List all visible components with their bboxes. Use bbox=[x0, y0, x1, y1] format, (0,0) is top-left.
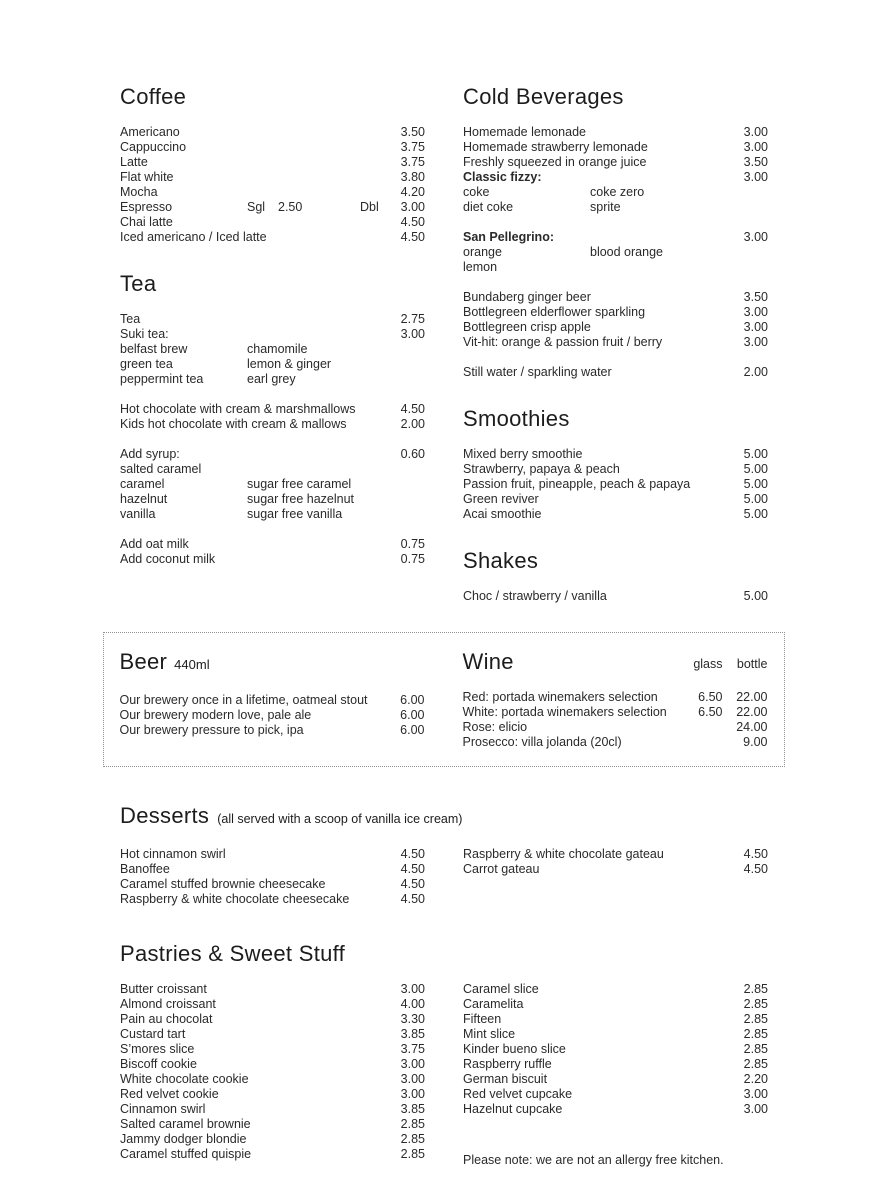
wine-glass-column-label: glass bbox=[693, 657, 723, 671]
section-pastries bbox=[120, 941, 768, 1167]
item-name: Bottlegreen crisp apple bbox=[463, 320, 591, 334]
menu-row bbox=[120, 1042, 425, 1057]
item-price: 3.00 bbox=[743, 320, 768, 334]
item-name: Mocha bbox=[120, 185, 158, 199]
item-price: 3.85 bbox=[400, 1102, 425, 1116]
item-name: Latte bbox=[120, 155, 148, 169]
menu-row bbox=[463, 260, 768, 275]
menu-row bbox=[120, 155, 425, 170]
syrup-items bbox=[120, 447, 425, 522]
item-name: Mint slice bbox=[463, 1027, 516, 1041]
item-price: 3.75 bbox=[400, 155, 425, 169]
item-price: 4.50 bbox=[743, 862, 768, 876]
item-name: Red velvet cookie bbox=[120, 1087, 219, 1101]
menu-row bbox=[120, 1072, 425, 1087]
item-name: Iced americano / Iced latte bbox=[120, 230, 267, 244]
menu-row bbox=[120, 125, 425, 140]
item-name: Rose: elicio bbox=[462, 720, 528, 734]
item-name: Our brewery pressure to pick, ipa bbox=[119, 723, 304, 737]
item-price: 3.00 bbox=[743, 230, 768, 244]
item-price: 2.75 bbox=[400, 312, 425, 326]
item-price: 4.50 bbox=[400, 862, 425, 876]
item-name: Hot chocolate with cream & marshmallows bbox=[120, 402, 356, 416]
cold-beverages-title: Cold Beverages bbox=[463, 84, 624, 109]
menu-row bbox=[120, 693, 425, 708]
wine-header bbox=[463, 649, 768, 675]
section-coffee bbox=[120, 84, 425, 245]
menu-row bbox=[463, 1072, 768, 1087]
item-name: Red velvet cupcake bbox=[463, 1087, 573, 1101]
item-price: 4.50 bbox=[743, 847, 768, 861]
desserts-right bbox=[463, 847, 768, 907]
menu-row bbox=[120, 447, 425, 462]
item-price: 5.00 bbox=[743, 507, 768, 521]
menu-row bbox=[120, 215, 425, 230]
menu-row bbox=[463, 997, 768, 1012]
item-name: vanilla bbox=[120, 507, 156, 521]
item-price: 0.75 bbox=[400, 537, 425, 551]
menu-row bbox=[463, 1102, 768, 1117]
desserts-title-text: Desserts bbox=[120, 803, 210, 828]
menu-row bbox=[120, 708, 425, 723]
menu-row bbox=[463, 492, 768, 507]
menu-row bbox=[120, 1102, 425, 1117]
item-price: 3.00 bbox=[400, 1072, 425, 1086]
item-price: 3.00 bbox=[400, 1087, 425, 1101]
item-price: 2.85 bbox=[743, 982, 768, 996]
menu-row bbox=[463, 720, 768, 735]
tea-items bbox=[120, 312, 425, 387]
item-price: 24.00 bbox=[736, 720, 768, 734]
menu-row bbox=[120, 230, 425, 245]
item-price: 4.50 bbox=[400, 892, 425, 906]
item-name: Pain au chocolat bbox=[120, 1012, 213, 1026]
item-price: 3.00 bbox=[743, 125, 768, 139]
item-name: Caramel stuffed quispie bbox=[120, 1147, 252, 1161]
menu-row bbox=[463, 170, 768, 185]
item-name: salted caramel bbox=[120, 462, 202, 476]
size-label-double: Dbl bbox=[360, 200, 379, 214]
menu-row bbox=[463, 335, 768, 350]
dessert-items-left bbox=[120, 847, 425, 907]
menu-row bbox=[120, 1012, 425, 1027]
item-name: belfast brew bbox=[120, 342, 188, 356]
pastries-columns bbox=[120, 982, 768, 1167]
item-name: Add coconut milk bbox=[120, 552, 216, 566]
glass-price: 6.50 bbox=[698, 705, 723, 719]
menu-row bbox=[120, 997, 425, 1012]
menu-row bbox=[463, 230, 768, 245]
coffee-title: Coffee bbox=[120, 84, 187, 109]
item-name: Choc / strawberry / vanilla bbox=[463, 589, 607, 603]
item-name: Chai latte bbox=[120, 215, 173, 229]
size-price-single: 2.50 bbox=[278, 200, 303, 214]
item-price: 3.00 bbox=[743, 305, 768, 319]
menu-row bbox=[463, 365, 768, 380]
menu-row bbox=[120, 552, 425, 567]
menu-row bbox=[463, 290, 768, 305]
item-price: 3.50 bbox=[743, 155, 768, 169]
item-variant: chamomile bbox=[247, 342, 308, 356]
menu-row bbox=[120, 477, 425, 492]
item-price: 3.85 bbox=[400, 1027, 425, 1041]
item-name: Cinnamon swirl bbox=[120, 1102, 206, 1116]
bottled-items bbox=[463, 290, 768, 350]
item-name: Still water / sparkling water bbox=[463, 365, 612, 379]
section-cold-beverages bbox=[463, 84, 768, 380]
pastries-left bbox=[120, 982, 425, 1167]
shake-items bbox=[463, 589, 768, 604]
menu-row bbox=[120, 342, 425, 357]
item-name: Bundaberg ginger beer bbox=[463, 290, 591, 304]
smoothies-title: Smoothies bbox=[463, 406, 570, 431]
item-name: Green reviver bbox=[463, 492, 539, 506]
wine-column bbox=[463, 649, 768, 750]
glass-price: 6.50 bbox=[698, 690, 723, 704]
item-variant: blood orange bbox=[590, 245, 663, 259]
pastries-title: Pastries & Sweet Stuff bbox=[120, 941, 346, 966]
item-name: Add syrup: bbox=[120, 447, 180, 461]
menu-row bbox=[120, 140, 425, 155]
menu-row bbox=[120, 1027, 425, 1042]
item-name: Our brewery modern love, pale ale bbox=[119, 708, 312, 722]
item-name: Americano bbox=[120, 125, 180, 139]
menu-row bbox=[120, 1132, 425, 1147]
menu-row bbox=[120, 537, 425, 552]
item-price: 4.50 bbox=[400, 215, 425, 229]
item-price: 2.85 bbox=[400, 1147, 425, 1161]
menu-row bbox=[463, 477, 768, 492]
item-name: Raspberry & white chocolate cheesecake bbox=[120, 892, 350, 906]
menu-row bbox=[463, 589, 768, 604]
left-column bbox=[120, 84, 425, 604]
tea-title: Tea bbox=[120, 271, 157, 296]
menu-row bbox=[463, 245, 768, 260]
menu-row bbox=[120, 1087, 425, 1102]
allergy-note: Please note: we are not an allergy free kitchen. bbox=[463, 1153, 724, 1167]
menu-row bbox=[120, 200, 425, 215]
menu-row bbox=[120, 1117, 425, 1132]
menu-row bbox=[120, 185, 425, 200]
menu-row bbox=[120, 892, 425, 907]
milk-items bbox=[120, 537, 425, 567]
menu-row bbox=[463, 155, 768, 170]
item-name: Raspberry & white chocolate gateau bbox=[463, 847, 664, 861]
size-label-single: Sgl bbox=[247, 200, 266, 214]
item-name: German biscuit bbox=[463, 1072, 548, 1086]
item-name: hazelnut bbox=[120, 492, 168, 506]
item-price: 4.50 bbox=[400, 877, 425, 891]
hot-chocolate-items bbox=[120, 402, 425, 432]
menu-row bbox=[463, 1042, 768, 1057]
item-price: 5.00 bbox=[743, 477, 768, 491]
item-name: orange bbox=[463, 245, 502, 259]
item-name: Jammy dodger blondie bbox=[120, 1132, 247, 1146]
item-price: 2.85 bbox=[743, 1042, 768, 1056]
item-name: Classic fizzy: bbox=[463, 170, 542, 184]
menu-row bbox=[463, 320, 768, 335]
shakes-title: Shakes bbox=[463, 548, 539, 573]
item-price: 4.50 bbox=[400, 402, 425, 416]
section-beer bbox=[120, 649, 425, 738]
section-tea bbox=[120, 271, 425, 567]
item-variant: coke zero bbox=[590, 185, 645, 199]
item-price: 2.85 bbox=[743, 997, 768, 1011]
menu-row bbox=[120, 982, 425, 997]
san-pellegrino-items bbox=[463, 230, 768, 275]
right-column bbox=[463, 84, 768, 604]
item-name: Butter croissant bbox=[120, 982, 207, 996]
menu-row bbox=[463, 1057, 768, 1072]
item-name: Caramelita bbox=[463, 997, 524, 1011]
item-price: 2.85 bbox=[743, 1057, 768, 1071]
menu-row bbox=[463, 305, 768, 320]
section-shakes bbox=[463, 548, 768, 604]
menu-row bbox=[463, 1027, 768, 1042]
item-price: 3.00 bbox=[400, 200, 425, 214]
item-price: 2.85 bbox=[743, 1012, 768, 1026]
alcohol-columns bbox=[120, 649, 769, 750]
water-items bbox=[463, 365, 768, 380]
pastry-items-right bbox=[463, 982, 768, 1117]
item-price: 3.30 bbox=[400, 1012, 425, 1026]
item-name: White chocolate cookie bbox=[120, 1072, 249, 1086]
item-name: Acai smoothie bbox=[463, 507, 542, 521]
smoothie-items bbox=[463, 447, 768, 522]
item-name: Biscoff cookie bbox=[120, 1057, 197, 1071]
item-price: 3.00 bbox=[743, 335, 768, 349]
item-price: 6.00 bbox=[400, 708, 425, 722]
item-name: Mixed berry smoothie bbox=[463, 447, 583, 461]
item-variant: lemon & ginger bbox=[247, 357, 332, 371]
menu-content bbox=[120, 84, 768, 1167]
menu-row bbox=[120, 862, 425, 877]
item-price: 3.50 bbox=[743, 290, 768, 304]
item-price: 3.75 bbox=[400, 1042, 425, 1056]
item-name: Homemade strawberry lemonade bbox=[463, 140, 648, 154]
item-price: 3.00 bbox=[743, 1102, 768, 1116]
menu-row bbox=[120, 462, 425, 477]
item-price: 2.20 bbox=[743, 1072, 768, 1086]
item-name: San Pellegrino: bbox=[463, 230, 554, 244]
menu-row bbox=[463, 690, 768, 705]
item-price: 3.00 bbox=[743, 170, 768, 184]
beer-title-text: Beer bbox=[119, 649, 168, 674]
menu-row bbox=[463, 140, 768, 155]
item-price: 3.00 bbox=[743, 1087, 768, 1101]
item-name: diet coke bbox=[463, 200, 514, 214]
item-price: 2.85 bbox=[400, 1132, 425, 1146]
menu-row bbox=[120, 1147, 425, 1162]
item-price: 22.00 bbox=[736, 690, 768, 704]
dessert-items-right bbox=[463, 847, 768, 877]
item-variant: sprite bbox=[590, 200, 621, 214]
item-name: caramel bbox=[120, 477, 165, 491]
item-price: 0.60 bbox=[400, 447, 425, 461]
item-name: peppermint tea bbox=[120, 372, 204, 386]
item-variant: sugar free vanilla bbox=[247, 507, 343, 521]
beer-size-label: 440ml bbox=[174, 657, 210, 672]
item-name: coke bbox=[463, 185, 490, 199]
item-price: 5.00 bbox=[743, 589, 768, 603]
item-name: Red: portada winemakers selection bbox=[462, 690, 658, 704]
menu-row bbox=[463, 200, 768, 215]
menu-row bbox=[120, 417, 425, 432]
menu-row bbox=[120, 492, 425, 507]
wine-items bbox=[463, 690, 768, 750]
menu-row bbox=[120, 327, 425, 342]
item-name: lemon bbox=[463, 260, 498, 274]
drinks-columns bbox=[120, 84, 768, 604]
item-name: Caramel slice bbox=[463, 982, 539, 996]
item-price: 5.00 bbox=[743, 447, 768, 461]
menu-row bbox=[120, 312, 425, 327]
item-price: 6.00 bbox=[400, 723, 425, 737]
menu-row bbox=[120, 170, 425, 185]
item-variant: sugar free caramel bbox=[247, 477, 352, 491]
item-name: Add oat milk bbox=[120, 537, 189, 551]
item-name: Salted caramel brownie bbox=[120, 1117, 251, 1131]
item-price: 2.00 bbox=[400, 417, 425, 431]
menu-row bbox=[463, 447, 768, 462]
cold-items bbox=[463, 125, 768, 215]
menu-row bbox=[463, 462, 768, 477]
item-price: 4.00 bbox=[400, 997, 425, 1011]
desserts-title bbox=[120, 803, 768, 832]
section-wine bbox=[463, 649, 768, 750]
desserts-note: (all served with a scoop of vanilla ice cream) bbox=[217, 812, 463, 826]
item-name: Kinder bueno slice bbox=[463, 1042, 566, 1056]
beer-column bbox=[120, 649, 425, 750]
item-price: 5.00 bbox=[743, 492, 768, 506]
item-name: Suki tea: bbox=[120, 327, 169, 341]
menu-row bbox=[120, 357, 425, 372]
item-price: 0.75 bbox=[400, 552, 425, 566]
item-price: 6.00 bbox=[400, 693, 425, 707]
item-name: green tea bbox=[120, 357, 173, 371]
menu-row bbox=[120, 372, 425, 387]
menu-row bbox=[120, 847, 425, 862]
item-name: Vit-hit: orange & passion fruit / berry bbox=[463, 335, 663, 349]
item-price: 2.00 bbox=[743, 365, 768, 379]
item-price: 22.00 bbox=[736, 705, 768, 719]
beer-title bbox=[120, 649, 425, 678]
section-smoothies bbox=[463, 406, 768, 522]
item-price: 4.50 bbox=[400, 847, 425, 861]
item-name: Homemade lemonade bbox=[463, 125, 586, 139]
item-price: 3.80 bbox=[400, 170, 425, 184]
item-price: 2.85 bbox=[400, 1117, 425, 1131]
item-price: 9.00 bbox=[743, 735, 768, 749]
item-price: 3.00 bbox=[400, 1057, 425, 1071]
item-name: Carrot gateau bbox=[463, 862, 540, 876]
wine-bottle-column-label: bottle bbox=[736, 657, 768, 671]
item-name: Espresso bbox=[120, 200, 173, 214]
item-name: Raspberry ruffle bbox=[463, 1057, 552, 1071]
item-name: Tea bbox=[120, 312, 141, 326]
beer-items bbox=[120, 693, 425, 738]
item-name: Custard tart bbox=[120, 1027, 186, 1041]
item-price: 3.00 bbox=[400, 327, 425, 341]
item-price: 3.00 bbox=[400, 982, 425, 996]
menu-row bbox=[463, 982, 768, 997]
item-name: Our brewery once in a lifetime, oatmeal stout bbox=[119, 693, 368, 707]
menu-row bbox=[120, 507, 425, 522]
menu-row bbox=[463, 705, 768, 720]
item-price: 5.00 bbox=[743, 462, 768, 476]
item-variant: sugar free hazelnut bbox=[247, 492, 355, 506]
pastries-right bbox=[463, 982, 768, 1167]
menu-row bbox=[463, 735, 768, 750]
item-name: Caramel stuffed brownie cheesecake bbox=[120, 877, 326, 891]
item-price: 3.50 bbox=[400, 125, 425, 139]
item-name: Strawberry, papaya & peach bbox=[463, 462, 620, 476]
section-desserts bbox=[120, 803, 768, 907]
menu-row bbox=[463, 1087, 768, 1102]
item-name: Kids hot chocolate with cream & mallows bbox=[120, 417, 347, 431]
menu-row bbox=[120, 1057, 425, 1072]
menu-row bbox=[120, 402, 425, 417]
item-name: Almond croissant bbox=[120, 997, 216, 1011]
menu-row bbox=[120, 723, 425, 738]
item-name: Hazelnut cupcake bbox=[463, 1102, 563, 1116]
desserts-left bbox=[120, 847, 425, 907]
menu-row bbox=[463, 1012, 768, 1027]
menu-row bbox=[463, 185, 768, 200]
menu-row bbox=[463, 847, 768, 862]
item-name: Banoffee bbox=[120, 862, 170, 876]
item-name: White: portada winemakers selection bbox=[462, 705, 667, 719]
pastry-items-left bbox=[120, 982, 425, 1162]
item-price: 3.75 bbox=[400, 140, 425, 154]
item-name: Fifteen bbox=[463, 1012, 502, 1026]
item-name: S’mores slice bbox=[120, 1042, 195, 1056]
menu-row bbox=[463, 507, 768, 522]
item-name: Freshly squeezed in orange juice bbox=[463, 155, 647, 169]
item-price: 3.00 bbox=[743, 140, 768, 154]
menu-row bbox=[463, 125, 768, 140]
wine-title: Wine bbox=[462, 649, 514, 674]
alcohol-box bbox=[103, 632, 785, 767]
coffee-items bbox=[120, 125, 425, 245]
item-name: Cappuccino bbox=[120, 140, 187, 154]
menu-row bbox=[463, 862, 768, 877]
item-price: 2.85 bbox=[743, 1027, 768, 1041]
item-price: 4.50 bbox=[400, 230, 425, 244]
item-name: Passion fruit, pineapple, peach & papaya bbox=[463, 477, 691, 491]
item-price: 4.20 bbox=[400, 185, 425, 199]
item-variant: earl grey bbox=[247, 372, 296, 386]
item-name: Flat white bbox=[120, 170, 174, 184]
desserts-columns bbox=[120, 847, 768, 907]
item-name: Bottlegreen elderflower sparkling bbox=[463, 305, 646, 319]
item-name: Prosecco: villa jolanda (20cl) bbox=[462, 735, 622, 749]
item-name: Hot cinnamon swirl bbox=[120, 847, 226, 861]
menu-row bbox=[120, 877, 425, 892]
